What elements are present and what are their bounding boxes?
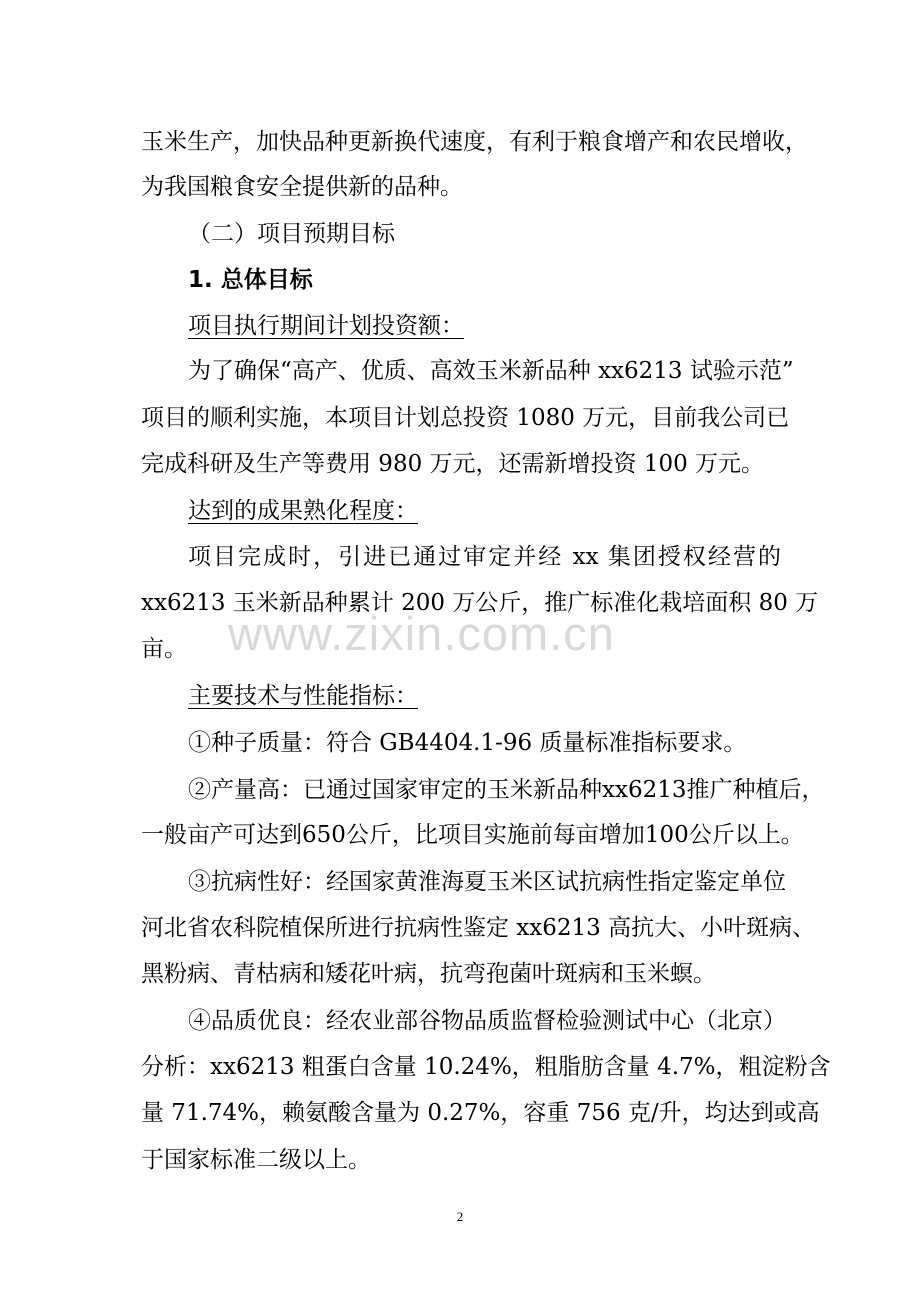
watermark: www.zixin.com.cn (228, 607, 615, 660)
underlined-label: 达到的成果熟化程度： (188, 498, 418, 524)
paragraph-line: 为我国粮食安全提供新的品种。 (141, 174, 463, 200)
item-heading-investment (188, 311, 781, 341)
underlined-label: 项目执行期间计划投资额： (188, 313, 464, 339)
paragraph-line: 玉米生产，加快品种更新换代速度，有利于粮食增产和农民增收， (141, 129, 808, 155)
paragraph-line: xx6213 玉米新品种累计 200 万公斤，推广标准化栽培面积 80 万 (141, 590, 819, 616)
paragraph-line: 完成科研及生产等费用 980 万元，还需新增投资 100 万元。 (141, 451, 765, 477)
item-heading-tech (188, 681, 781, 711)
paragraph-line: 一般亩产可达到650公斤，比项目实施前每亩增加100公斤以上。 (141, 822, 804, 848)
paragraph-line: 于国家标准二级以上。 (141, 1147, 371, 1173)
paragraph-line: 分析：xx6213 粗蛋白含量 10.24%，粗脂肪含量 4.7%，粗淀粉含 (141, 1054, 831, 1080)
list-item: ①种子质量：符合 GB4404.1-96 质量标准指标要求。 (188, 730, 747, 756)
section-heading: （二）项目预期目标 (188, 221, 395, 247)
paragraph-line: 项目的顺利实施，本项目计划总投资 1080 万元，目前我公司已 (141, 405, 790, 431)
list-item: ②产量高：已通过国家审定的玉米新品种xx6213推广种植后， (188, 777, 825, 803)
page-number: 2 (456, 1209, 464, 1224)
paragraph-line: 量 71.74%，赖氨酸含量为 0.27%，容重 756 克/升，均达到或高 (141, 1100, 820, 1126)
paragraph-line: 河北省农科院植保所进行抗病性鉴定 xx6213 高抗大、小叶斑病、 (141, 915, 816, 941)
underlined-label: 主要技术与性能指标： (188, 683, 418, 709)
list-item: ③抗病性好：经国家黄淮海夏玉米区试抗病性指定鉴定单位 (188, 869, 786, 895)
subsection-heading: 1. 总体目标 (188, 267, 313, 293)
paragraph-line: 项目完成时，引进已通过审定并经 xx 集团授权经营的 (188, 544, 781, 570)
paragraph-line: 亩。 (141, 636, 187, 662)
list-item: ④品质优良：经农业部谷物品质监督检验测试中心（北京） (188, 1008, 786, 1034)
paragraph-line: 黑粉病、青枯病和矮花叶病，抗弯孢菌叶斑病和玉米螟。 (141, 961, 716, 987)
item-heading-maturity (188, 496, 781, 526)
paragraph-line: 为了确保“高产、优质、高效玉米新品种 xx6213 试验示范” (188, 358, 794, 384)
